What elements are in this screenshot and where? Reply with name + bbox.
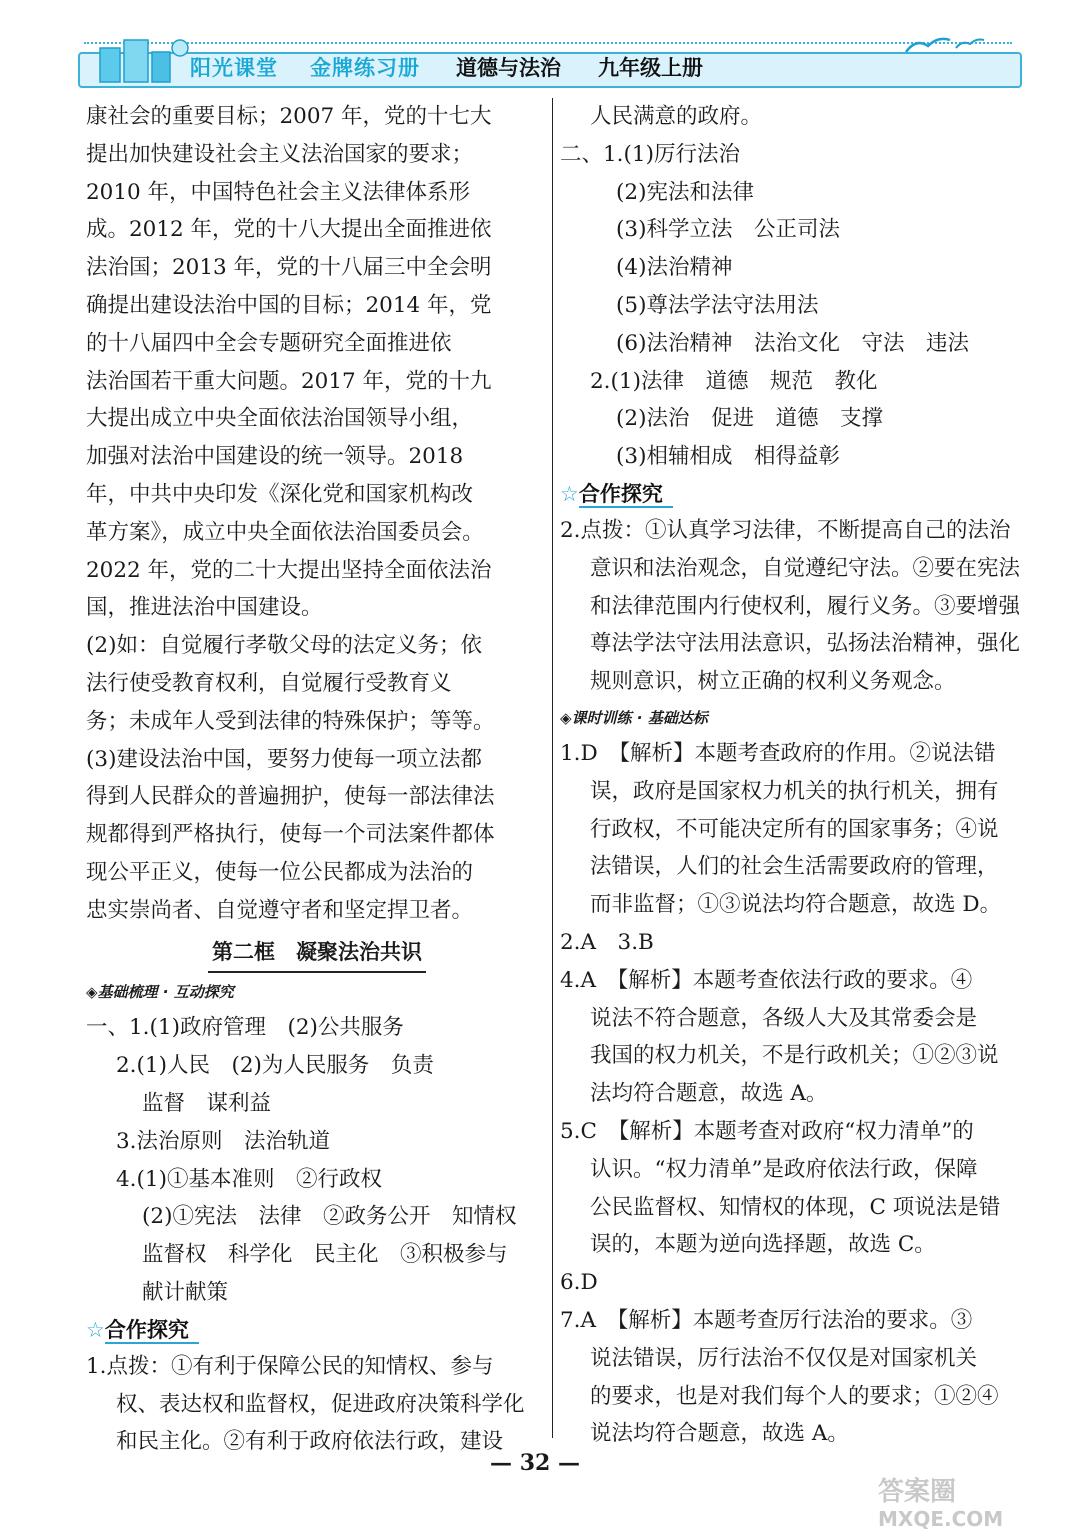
text-line: 1.D 【解析】本题考查政府的作用。②说法错	[560, 740, 996, 766]
section-label: ◈课时训练 · 基础达标	[560, 708, 708, 727]
question-4	[560, 962, 1028, 1113]
text-line: 法治国若干重大问题。2017 年，党的十九	[86, 368, 492, 394]
page-number: — 32 —	[490, 1450, 580, 1476]
watermark-text: 答案圈	[878, 1477, 957, 1507]
text-line: 说法不符合题意，各级人大及其常委会是	[590, 1005, 978, 1031]
column-divider	[552, 98, 553, 1438]
text-line: 成。2012 年，党的十八大提出全面推进依	[86, 217, 492, 243]
text-line: 规则意识，树立正确的权利义务观念。	[590, 669, 956, 695]
question-7	[560, 1302, 1028, 1453]
text-line: 1.点拨：①有利于保障公民的知情权、参与	[86, 1353, 494, 1379]
question-6: 6.D	[560, 1270, 598, 1296]
list-item: (4)法治精神	[616, 255, 733, 281]
text-line: 的要求，也是对我们每个人的要求；①②④	[590, 1383, 999, 1409]
text-line: 尊法学法守法用法意识，弘扬法治精神，强化	[590, 631, 1021, 657]
section-title	[86, 934, 548, 974]
text-line: 说法错误，厉行法治不仅仅是对国家机关	[590, 1345, 978, 1371]
list-item: 2.(1)法律 道德 规范 教化	[590, 368, 878, 394]
text-line: 而非监督；①③说法均符合题意，故选 D。	[590, 892, 1002, 918]
text-line: 康社会的重要目标；2007 年，党的十七大	[86, 104, 492, 129]
text-line: 法行使受教育权利，自觉履行受教育义	[86, 670, 452, 696]
text-line: 和法律范围内行使权利，履行义务。③要增强	[590, 593, 1021, 619]
text-line: 2.点拨：①认真学习法律，不断提高自己的法治	[560, 517, 1011, 543]
question-1	[560, 735, 1028, 924]
text-line: 得到人民群众的普遍拥护，使每一部法律法	[86, 784, 495, 810]
list-item: (2)宪法和法律	[616, 179, 754, 205]
answer-paragraph-3	[86, 741, 548, 930]
list-item: 3.法治原则 法治轨道	[116, 1128, 331, 1154]
text-line: 国，推进法治中国建设。	[86, 595, 323, 621]
list-item: 2.(1)人民 (2)为人民服务 负责	[116, 1053, 434, 1079]
text-line: 法错误，人们的社会生活需要政府的管理，	[590, 854, 999, 880]
text-line: 忠实崇尚者、自觉遵守者和坚定捍卫者。	[86, 897, 474, 923]
text-line: 公民监督权、知情权的体现，C 项说法是错	[590, 1194, 1001, 1220]
cooperation-heading	[560, 476, 1028, 512]
subject-title: 道德与法治	[456, 55, 561, 80]
header-dotted-line	[84, 42, 1012, 44]
text-line: 2010 年，中国特色社会主义法律体系形	[86, 179, 471, 205]
section-label-text: 课时训练 · 基础达标	[571, 708, 708, 727]
question-2-3: 2.A 3.B	[560, 929, 654, 955]
grade-title: 九年级上册	[598, 55, 703, 80]
list-item: (5)尊法学法守法用法	[616, 292, 819, 318]
text-line: 权、表达权和监督权，促进政府决策科学化	[116, 1391, 525, 1417]
list-item: (6)法治精神 法治文化 守法 违法	[616, 330, 969, 356]
list-item: 监督 谋利益	[142, 1090, 272, 1116]
answer-paragraph-1	[86, 98, 548, 627]
section-title-text: 第二框 凝聚法治共识	[208, 934, 426, 974]
text-line: 法治国；2013 年，党的十八届三中全会明	[86, 255, 492, 281]
text-line: 加强对法治中国建设的统一领导。2018	[86, 444, 464, 470]
watermark-url: MXQE.COM	[878, 1507, 1004, 1531]
cooperation-label: 合作探究	[105, 1318, 199, 1344]
list-item: (3)相辅相成 相得益彰	[616, 444, 840, 470]
list-item: (2)法治 促进 道德 支撑	[616, 406, 883, 432]
text-line: 行政权，不可能决定所有的国家事务；④说	[590, 816, 999, 842]
text-line: 误的，本题为逆向选择题，故选 C。	[590, 1232, 936, 1258]
answer-paragraph-2	[86, 627, 548, 740]
text-line: 人民满意的政府。	[590, 104, 763, 129]
list-item: (2)①宪法 法律 ②政务公开 知情权	[142, 1204, 517, 1230]
section-label-text: 基础梳理 · 互动探究	[97, 983, 234, 1002]
star-icon: ☆	[86, 1317, 105, 1342]
star-icon: ☆	[560, 481, 579, 506]
text-line: 规都得到严格执行，使每一个司法案件都体	[86, 822, 495, 848]
text-line: 大提出成立中央全面依法治国领导小组，	[86, 406, 474, 432]
text-line: (2)如：自觉履行孝敬父母的法定义务；依	[86, 633, 482, 659]
text-line: 4.A 【解析】本题考查依法行政的要求。④	[560, 967, 973, 993]
page-header	[78, 34, 1018, 88]
text-line: 务；未成年人受到法律的特殊保护；等等。	[86, 708, 495, 734]
text-line: 说法均符合题意，故选 A。	[590, 1421, 849, 1447]
list-item: 监督权 科学化 民主化 ③积极参与	[142, 1242, 508, 1268]
answer-list	[86, 1009, 548, 1311]
list-item: (3)科学立法 公正司法	[616, 217, 840, 243]
cooperation-answer-2	[560, 512, 1028, 701]
cooperation-label: 合作探究	[579, 482, 673, 508]
list-item: 二、1.(1)厉行法治	[560, 141, 740, 167]
text-line: 意识和法治观念，自觉遵纪守法。②要在宪法	[590, 555, 1021, 581]
text-line: 革方案》，成立中央全面依法治国委员会。	[86, 519, 484, 545]
book-series: 金牌练习册	[310, 55, 420, 80]
text-line: 2022 年，党的二十大提出坚持全面依法治	[86, 557, 492, 583]
text-line: 误，政府是国家权力机关的执行机关，拥有	[590, 778, 999, 804]
text-line: 的十八届四中全会专题研究全面推进依	[86, 330, 452, 356]
text-line: 法均符合题意，故选 A。	[590, 1081, 828, 1107]
right-column	[560, 98, 1028, 1453]
text-line: 确提出建设法治中国的目标；2014 年，党	[86, 292, 492, 318]
text-line: 7.A 【解析】本题考查厉行法治的要求。③	[560, 1307, 973, 1333]
section-label: ◈基础梳理 · 互动探究	[86, 983, 234, 1002]
list-item: 4.(1)①基本准则 ②行政权	[116, 1166, 382, 1192]
text-line: 5.C 【解析】本题考查对政府“权力清单”的	[560, 1118, 974, 1144]
birds-icon	[898, 30, 988, 64]
text-line: 认识。“权力清单”是政府依法行政，保障	[590, 1156, 978, 1182]
brand-name: 阳光课堂	[190, 55, 278, 80]
list-item: 一、1.(1)政府管理 (2)公共服务	[86, 1015, 404, 1041]
text-line: (3)建设法治中国，要努力使每一项立法都	[86, 746, 482, 772]
text-line: 和民主化。②有利于政府依法行政，建设	[116, 1429, 504, 1455]
watermark-logo	[874, 1470, 1064, 1532]
cooperation-heading	[86, 1312, 548, 1348]
text-line: 我国的权力机关，不是行政机关；①②③说	[590, 1043, 999, 1069]
text-line: 现公平正义，使每一位公民都成为法治的	[86, 859, 474, 885]
question-5	[560, 1113, 1028, 1264]
answer-list-2	[560, 136, 1028, 476]
left-column	[86, 98, 548, 1461]
list-item: 献计献策	[142, 1279, 229, 1305]
text-line: 提出加快建设社会主义法治国家的要求；	[86, 141, 474, 167]
text-line: 年，中共中央印发《深化党和国家机构改	[86, 481, 474, 507]
cooperation-answer-1	[86, 1348, 548, 1461]
book-logo-icon	[92, 34, 202, 86]
